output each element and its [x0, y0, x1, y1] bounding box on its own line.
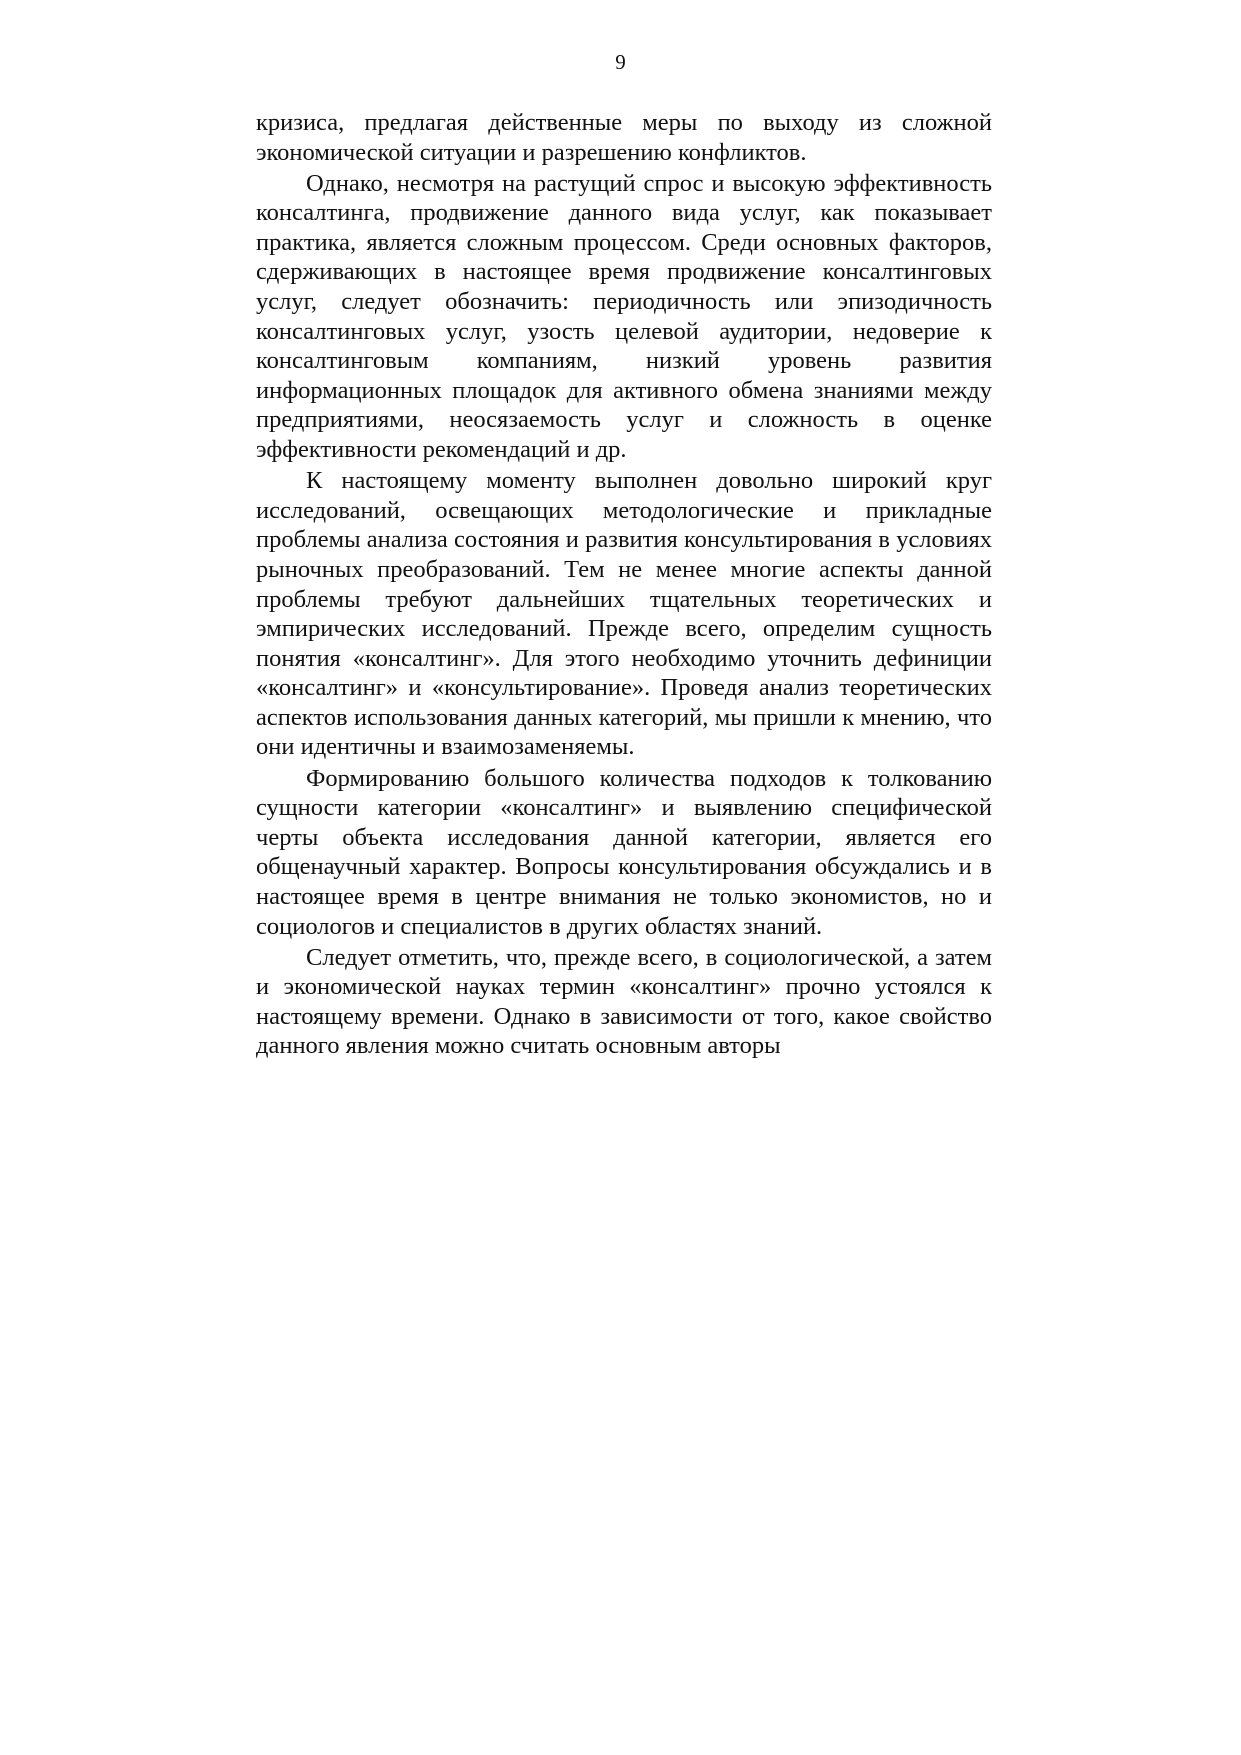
paragraph-consulting-promotion-factors: Однако, несмотря на растущий спрос и высокую эффективность консалтинга, продвижение данного вида услуг, как показывает практика, является сложным процессом. Среди основных факторов, сдерживающих в настоящее время продвижение консалтинговых услуг, следует обозначить: периодичность или эпизодичность консалтинговых услуг, узость целевой аудитории, недоверие к консалтинговым компаниям, низкий уровень развития информационных площадок для активного обмена знаниями между предприятиями, неосязаемость услуг и сложность в оценке эффективности рекомендаций и др.: [256, 169, 992, 464]
paragraph-approaches-formation: Формированию большого количества подходов к толкованию сущности категории «консалтинг» и выявлению специфической черты объекта исследования данной категории, является его общенаучный характер. Вопросы консультирования обсуждались и в настоящее время в центре внимания не только экономистов, но и социологов и специалистов в других областях знаний.: [256, 764, 992, 940]
paragraph-term-established: Следует отметить, что, прежде всего, в социологической, а затем и экономической науках термин «консалтинг» прочно устоялся к настоящему времени. Однако в зависимости от того, какое свойство данного явления можно считать основным авторы: [256, 943, 992, 1060]
document-body: [256, 108, 992, 1063]
page-number: 9: [615, 50, 626, 74]
paragraph-research-overview: К настоящему моменту выполнен довольно широкий круг исследований, освещающих методологические и прикладные проблемы анализа состояния и развития консультирования в условиях рыночных преобразований. Тем не менее многие аспекты данной проблемы требуют дальнейших тщательных теоретических и эмпирических исследований. Прежде всего, определим сущность понятия «консалтинг». Для этого необходимо уточнить дефиниции «консалтинг» и «консультирование». Проведя анализ теоретических аспектов использования данных категорий, мы пришли к мнению, что они идентичны и взаимозаменяемы.: [256, 467, 992, 761]
paragraph-continuation: кризиса, предлагая действенные меры по выходу из сложной экономической ситуации и разрешению конфликтов.: [256, 109, 992, 166]
